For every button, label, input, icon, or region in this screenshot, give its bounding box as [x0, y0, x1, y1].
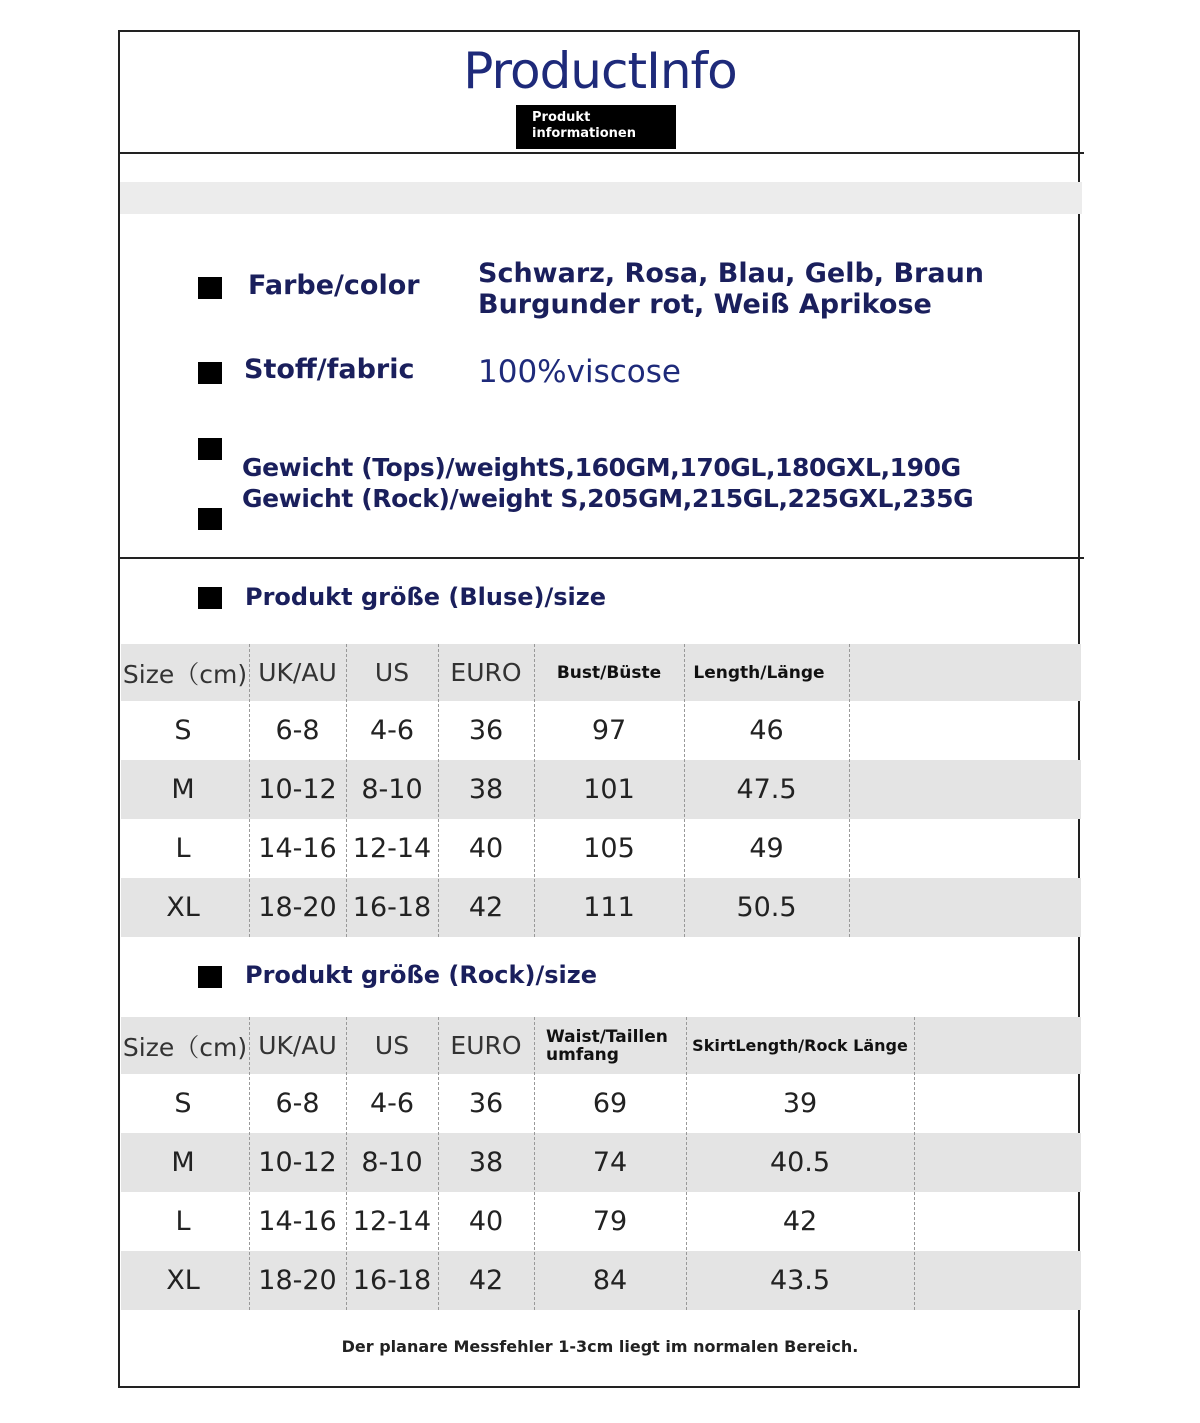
header-cell: Size（cm) — [122, 1032, 248, 1062]
table-cell: 16-18 — [352, 892, 432, 923]
table-cell: 4-6 — [369, 1088, 415, 1119]
table-cell: 14-16 — [258, 1206, 337, 1237]
column-divider — [914, 1017, 915, 1310]
color-values — [478, 258, 984, 320]
color-label: Farbe/color — [248, 270, 420, 301]
table-cell: 46 — [749, 715, 784, 746]
header-cell: Bust/Büste — [556, 662, 662, 683]
bullet-icon — [198, 438, 222, 460]
subtitle-badge — [516, 105, 676, 149]
table-cell: 79 — [592, 1206, 628, 1237]
table-cell: XL — [166, 1265, 200, 1296]
header-cell: UK/AU — [258, 658, 337, 687]
table-row — [121, 1074, 1081, 1133]
divider — [118, 557, 1084, 559]
weight-block — [242, 452, 973, 514]
table-cell: 6-8 — [275, 715, 320, 746]
table-row — [121, 701, 1081, 760]
column-divider — [249, 1017, 250, 1310]
header-cell-waist — [534, 1017, 686, 1074]
table-cell: L — [175, 1206, 191, 1237]
table-row — [121, 1251, 1081, 1310]
weight-tops: Gewicht (Tops)/weightS,160GM,170GL,180GXL,190G — [242, 453, 961, 482]
subtitle-line1: Produkt — [532, 110, 591, 125]
table-cell: 101 — [583, 774, 635, 805]
table-cell: 42 — [782, 1206, 818, 1237]
table-cell: 12-14 — [352, 1206, 432, 1237]
table-cell: S — [174, 1088, 192, 1119]
table-cell: 84 — [592, 1265, 628, 1296]
table-cell: 40 — [468, 1206, 504, 1237]
column-divider — [849, 644, 850, 937]
column-divider — [438, 1017, 439, 1310]
column-divider — [684, 644, 685, 937]
bullet-icon — [198, 362, 222, 384]
table-cell: 12-14 — [352, 833, 432, 864]
column-divider — [534, 1017, 535, 1310]
table-cell: 16-18 — [352, 1265, 432, 1296]
table-cell: 97 — [591, 715, 627, 746]
table-cell: 105 — [583, 833, 635, 864]
header-cell: US — [374, 658, 410, 687]
blouse-heading: Produkt größe (Bluse)/size — [245, 583, 606, 611]
table-cell: 42 — [468, 892, 504, 923]
table-cell: 4-6 — [369, 715, 415, 746]
table-cell: 18-20 — [258, 892, 337, 923]
table-cell: 50.5 — [736, 892, 797, 923]
table-row — [121, 760, 1081, 819]
header-cell: EURO — [450, 658, 522, 687]
table-cell: 10-12 — [258, 774, 337, 805]
grey-strip — [120, 182, 1082, 214]
header-cell: UK/AU — [258, 1031, 337, 1060]
fabric-value: 100%viscose — [478, 354, 681, 390]
table-cell: 42 — [468, 1265, 504, 1296]
bullet-icon — [198, 966, 222, 988]
table-cell: 38 — [468, 774, 504, 805]
header-cell: US — [374, 1031, 410, 1060]
color-line-2: Burgunder rot, Weiß Aprikose — [478, 289, 932, 320]
table-cell: 8-10 — [361, 1147, 423, 1178]
table-cell: 6-8 — [275, 1088, 320, 1119]
table-cell: 40 — [468, 833, 504, 864]
table-cell: 18-20 — [258, 1265, 337, 1296]
table-cell: S — [174, 715, 192, 746]
table-cell: 74 — [592, 1147, 628, 1178]
table-row — [121, 878, 1081, 937]
table-cell: 36 — [468, 1088, 504, 1119]
fabric-label: Stoff/fabric — [244, 354, 415, 385]
column-divider — [534, 644, 535, 937]
divider — [118, 152, 1084, 154]
table-row — [121, 1133, 1081, 1192]
column-divider — [346, 644, 347, 937]
measurement-note: Der planare Messfehler 1-3cm liegt im normalen Bereich. — [341, 1337, 859, 1356]
bullet-icon — [198, 587, 222, 609]
table-cell: 49 — [749, 833, 784, 864]
table-cell: M — [171, 1147, 195, 1178]
weight-rock: Gewicht (Rock)/weight S,205GM,215GL,225GXL,235G — [242, 484, 974, 513]
table-cell: 69 — [592, 1088, 628, 1119]
table-cell: 43.5 — [769, 1265, 831, 1296]
subtitle-line2: informationen — [532, 126, 636, 141]
table-cell: 10-12 — [258, 1147, 337, 1178]
table-cell: 8-10 — [361, 774, 423, 805]
color-line-1: Schwarz, Rosa, Blau, Gelb, Braun — [478, 258, 985, 289]
table-cell: 47.5 — [736, 774, 797, 805]
page-title: ProductInfo — [463, 42, 737, 100]
bullet-icon — [198, 508, 222, 530]
bullet-icon — [198, 277, 222, 299]
waist-header-line1: Waist/Taillen — [546, 1026, 668, 1047]
header-cell: EURO — [450, 1031, 522, 1060]
waist-header-line2: umfang — [546, 1044, 619, 1065]
column-divider — [346, 1017, 347, 1310]
column-divider — [249, 644, 250, 937]
table-header-row — [121, 1017, 1081, 1074]
column-divider — [438, 644, 439, 937]
table-cell: 111 — [583, 892, 635, 923]
table-cell: 39 — [782, 1088, 818, 1119]
table-cell: 38 — [468, 1147, 504, 1178]
table-row — [121, 819, 1081, 878]
header-cell: SkirtLength/Rock Länge — [692, 1036, 908, 1055]
table-cell: 40.5 — [769, 1147, 831, 1178]
table-cell: 14-16 — [258, 833, 337, 864]
header-cell: Size（cm) — [122, 659, 248, 689]
header-cell: Length/Länge — [693, 662, 825, 683]
skirt-heading: Produkt größe (Rock)/size — [245, 961, 597, 989]
table-row — [121, 1192, 1081, 1251]
column-divider — [686, 1017, 687, 1310]
table-cell: L — [175, 833, 191, 864]
table-cell: XL — [166, 892, 200, 923]
table-header-row — [121, 644, 1081, 701]
table-cell: 36 — [468, 715, 504, 746]
table-cell: M — [171, 774, 195, 805]
